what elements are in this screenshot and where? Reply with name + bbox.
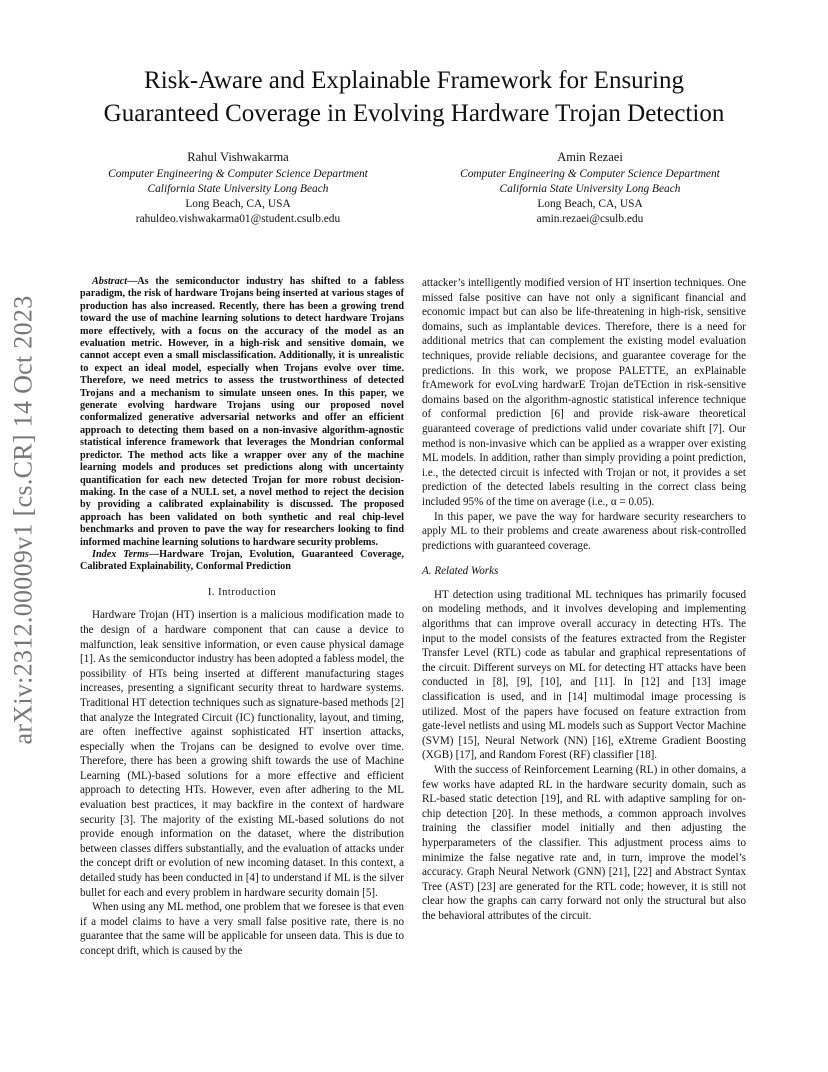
intro-paragraph-2: When using any ML method, one problem that we foresee is that even if a model claims to have a very small false positive rate, there is no guarantee that the same will be applicable for unseen data. This is due to concept drift, which is caused by the [80,901,404,957]
paper-title [60,64,768,130]
body-paragraph-continued: attacker’s intelligently modified version of HT insertion techniques. One missed false positive can have not only a significant financial and economic impact but can also be life-threatening in high-risk, sensitive domains, such as implantable devices. Therefore, there is a need for additional metrics that can complement the existing model evaluation techniques, provide reliable decisions, and guarantee coverage for the predictions. In this work, we propose PALETTE, an exPlainable frAmework for evoLving hardwarE Trojan deTEction in risk-sensitive domains based on the algorithm-agnostic statistical inference technique of conformal prediction [6] and provide risk-aware theoretical guaranteed coverage of predictions valid under covariate shift [7]. Our method is non-invasive which can be applied as a wrapper over existing ML models. In addition, rather than simply providing a point prediction, i.e., the detected circuit is infected with Trojan or not, it provides a set prediction of the detected labels resulting in the correct class being included 95% of the time on average (i.e., α = 0.05). [422,277,746,508]
author-department: Computer Engineering & Computer Science Department [108,168,368,180]
author-university: California State University Long Beach [147,183,329,195]
author-city: Long Beach, CA, USA [537,198,643,210]
section-heading-introduction: I. Introduction [207,586,277,598]
arxiv-identifier: arXiv:2312.00009v1 [cs.CR] 14 Oct 2023 [9,295,38,745]
author-city: Long Beach, CA, USA [185,198,291,210]
author-block-2 [412,150,768,227]
right-column [422,276,746,924]
abstract-label: Abstract [92,276,128,287]
arxiv-sidebar-stamp [2,285,46,755]
index-terms [80,549,404,574]
author-block-1 [60,150,416,227]
index-terms-text: —Hardware Trojan, Evolution, Guaranteed Coverage, Calibrated Explainability, Conformal Prediction [80,548,404,573]
author-email: amin.rezaei@csulb.edu [536,213,644,225]
abstract [80,276,404,549]
related-works-paragraph-2: With the success of Reinforcement Learning (RL) in other domains, a few works have adapted RL in the hardware security domain, such as RL-based static detection [19], and RL with adaptive sampling for on-chip detection [20]. In these methods, a common approach involves training the classifier model initially and then adjusting the hyperparameters of the classifier. This adjustment process aims to minimize the false negative rate and, in turn, improve the model’s accuracy. Graph Neural Network (GNN) [21], [22] and Abstract Syntax Tree (AST) [23] are generated for the RTL code; however, it is still not clear how the graphs can carry forward not only the structural but also the behavioral attributes of the circuit. [422,764,746,922]
paper-title-line-1: Risk-Aware and Explainable Framework for Ensuring [144,67,684,94]
related-works-paragraph-1: HT detection using traditional ML techniques has primarily focused on modeling methods, and it involves developing and implementing algorithms that can improve overall accuracy in detecting HTs. The input to the model consists of the features extracted from the Register Transfer Level (RTL) code as tabular and graphical representations of the circuit. Different surveys on ML for detecting HT attacks have been conducted in [8], [9], [10], and [11]. In [12] and [13] image classification is used, and in [14] multimodal image processing is utilized. Most of the papers have focused on feature extraction from gate-level netlists and using ML models such as Support Vector Machine (SVM) [15], Neural Network (NN) [16], eXtreme Gradient Boosting (XGB) [17], and Random Forest (RF) classifier [18]. [422,588,746,762]
left-column [80,276,404,959]
author-university: California State University Long Beach [499,183,681,195]
intro-paragraph-1: Hardware Trojan (HT) insertion is a malicious modification made to the design of a hardware component that can cause a device to malfunction, leak sensitive information, or even cause physical damage [1]. As the semiconductor industry has been adopted a fabless model, the possibility of HTs being inserted at different manufacturing stages increases, presenting a significant security threat to hardware systems. Traditional HT detection techniques such as signature-based methods [2] that analyze the Integrated Circuit (IC) functionality, layout, and timing, are often ineffective against sophisticated HT insertion attacks, especially when the Trojans can be designed to evolve over time. Therefore, there has been a growing shift towards the use of Machine Learning (ML)-based solutions for a more effective and efficient approach to detecting HTs. However, even after adhering to the ML evaluation best practices, it may backfire in the context of hardware security [3]. The majority of the existing ML-based solutions do not provide enough information on the dataset, where the distribution between classes differs substantially, and the evaluation of attacks under the concept drift or evolution of new incoming dataset. In this context, a detailed study has been conducted in [4] to understand if ML is the silver bullet for each and every problem in hardware security domain [5]. [80,609,404,899]
subsection-heading-related-works: A. Related Works [422,565,499,578]
author-department: Computer Engineering & Computer Science Department [460,168,720,180]
body-paragraph-contribution: In this paper, we pave the way for hardware security researchers to apply ML to their problems and create awareness about risk-controlled predictions with guaranteed coverage. [422,510,746,552]
abstract-text: —As the semiconductor industry has shifted to a fabless paradigm, the risk of hardware Trojans being inserted at various stages of production has also increased. Recently, there has been a growing trend toward the use of machine learning solutions to detect hardware Trojans more effectively, with a focus on the accuracy of the model as an evaluation metric. However, in a high-risk and sensitive domain, we cannot accept even a small misclassification. Additionally, it is unrealistic to expect an ideal model, especially when Trojans evolve over time. Therefore, we need metrics to assess the trustworthiness of detected Trojans and a mechanism to simulate unseen ones. In this paper, we generate evolving hardware Trojans using our proposed novel conformalized generative adversarial networks and offer an efficient approach to detecting them based on a non-invasive algorithm-agnostic statistical inference framework that leverages the Mondrian conformal predictor. The method acts like a wrapper over any of the machine learning models and produces set predictions along with uncertainty quantification for each new detected Trojan for more robust decision-making. In the case of a NULL set, a novel method to reject the decision by providing a calibrated explainability is discussed. The proposed approach has been validated on both synthetic and real chip-level benchmarks and proven to pave the way for researchers looking to find informed machine learning solutions to hardware security problems. [80,276,404,548]
author-email: rahuldeo.vishwakarma01@student.csulb.edu [135,213,341,225]
author-name: Rahul Vishwakarma [187,150,289,164]
paper-title-line-2: Guaranteed Coverage in Evolving Hardware Trojan Detection [103,100,725,127]
index-terms-label: Index Terms [92,548,149,560]
author-name: Amin Rezaei [557,150,623,164]
